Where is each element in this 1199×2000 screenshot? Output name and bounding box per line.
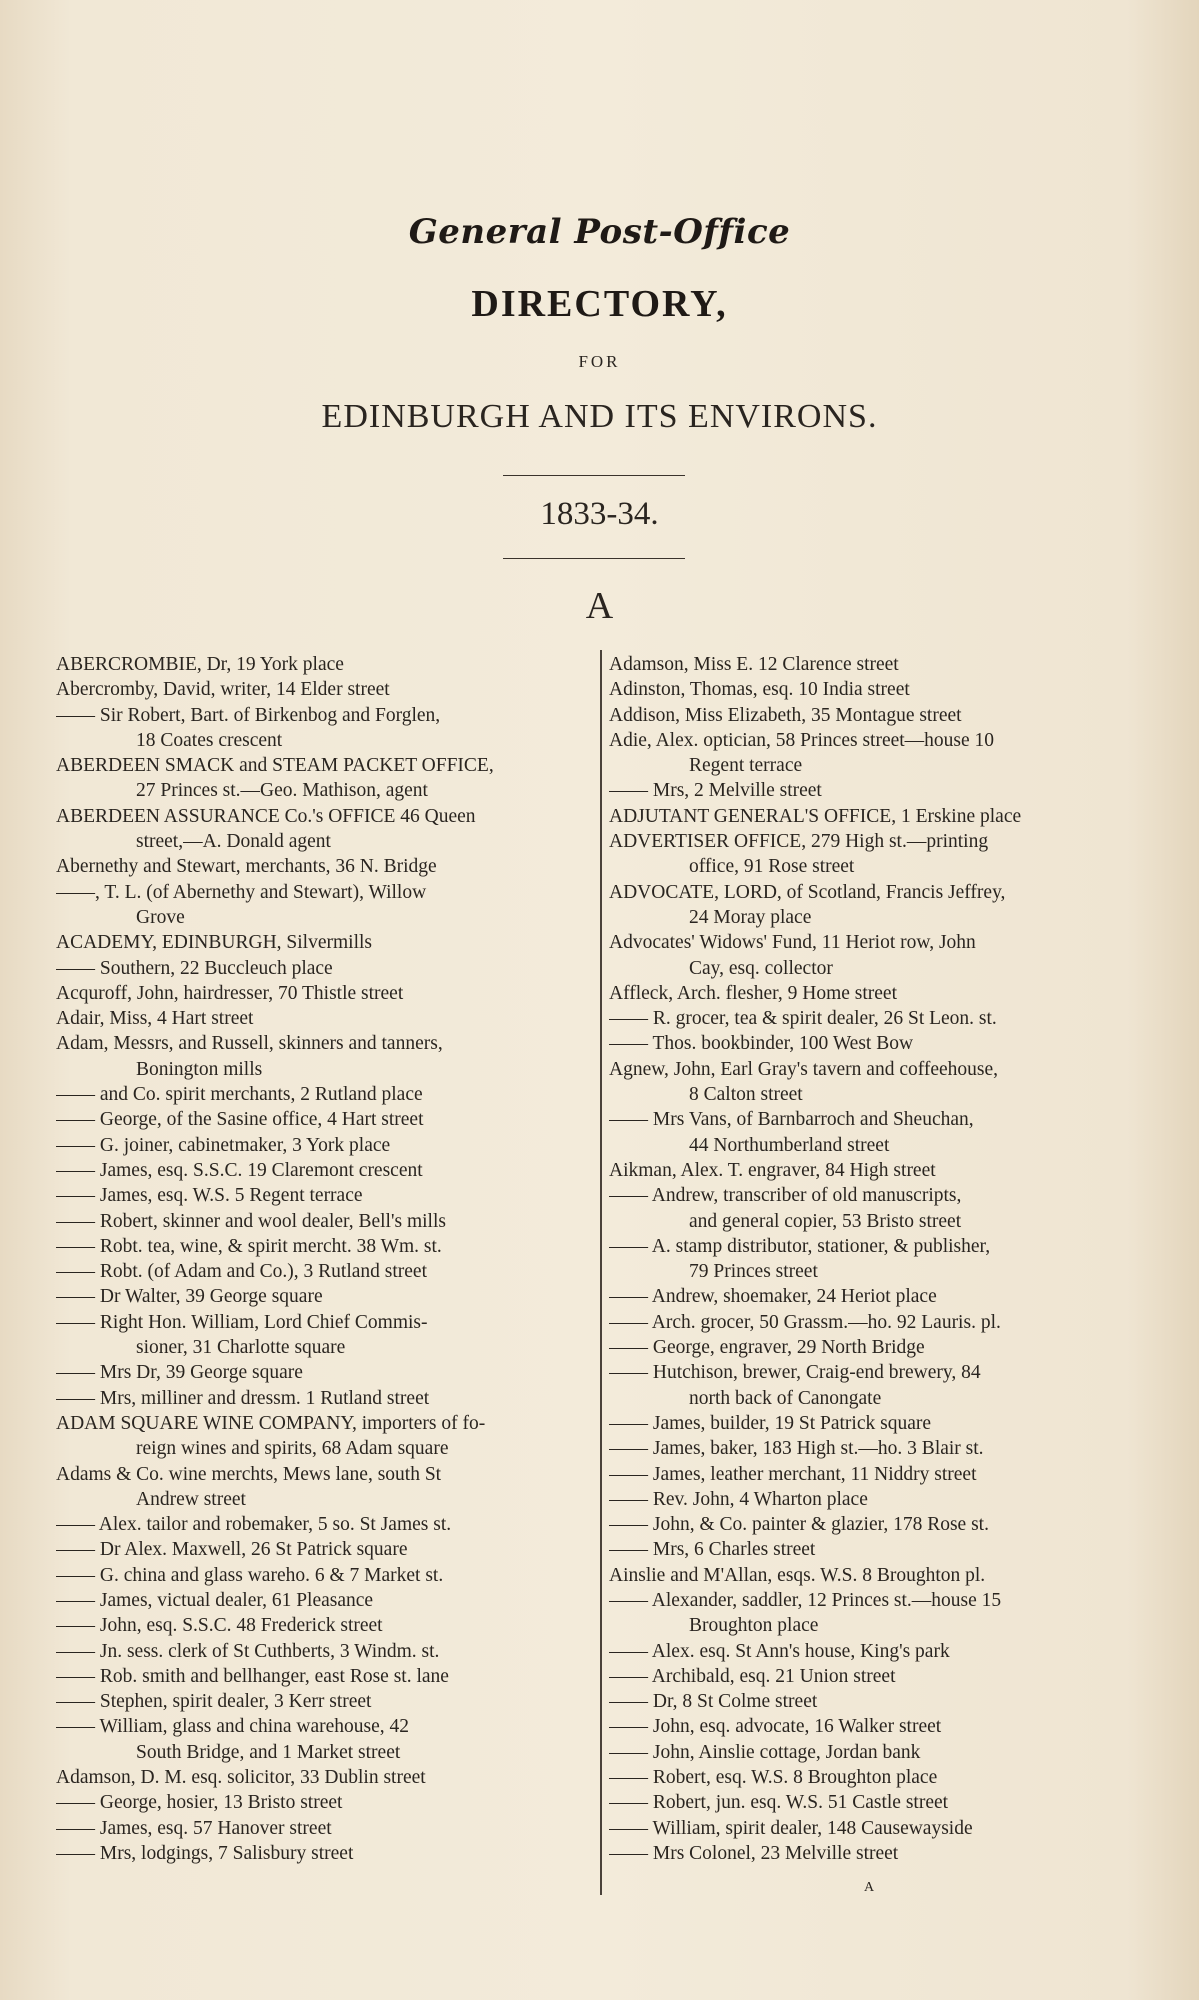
- directory-line: —— Thos. bookbinder, 100 West Bow: [609, 1033, 914, 1055]
- for-label: FOR: [578, 352, 621, 371]
- page-title: DIRECTORY,: [471, 283, 728, 325]
- directory-line: ——, T. L. (of Abernethy and Stewart), Willow: [56, 881, 427, 903]
- gothic-title: General Post-Office: [408, 212, 791, 252]
- directory-line: —— James, esq. 57 Hanover street: [56, 1817, 332, 1839]
- directory-line: 79 Princes street: [689, 1261, 818, 1283]
- directory-line: Acquroff, John, hairdresser, 70 Thistle street: [56, 982, 404, 1004]
- directory-line: Cay, esq. collector: [689, 957, 833, 979]
- directory-line: Regent terrace: [689, 755, 803, 777]
- directory-line: —— George, of the Sasine office, 4 Hart street: [56, 1109, 424, 1131]
- directory-line: —— Dr, 8 St Colme street: [609, 1691, 818, 1713]
- directory-line: Ainslie and M'Allan, esqs. W.S. 8 Broughton pl.: [609, 1564, 986, 1586]
- directory-line: 27 Princes st.—Geo. Mathison, agent: [136, 780, 428, 802]
- directory-line: —— Robert, esq. W.S. 8 Broughton place: [609, 1767, 938, 1789]
- directory-line: —— John, esq. S.S.C. 48 Frederick street: [56, 1615, 383, 1637]
- directory-line: —— Mrs Colonel, 23 Melville street: [609, 1842, 899, 1864]
- directory-line: —— Dr Walter, 39 George square: [56, 1286, 323, 1308]
- directory-line: —— A. stamp distributor, stationer, & publisher,: [609, 1235, 991, 1257]
- directory-line: —— Rob. smith and bellhanger, east Rose st. lane: [56, 1665, 449, 1687]
- directory-line: 24 Moray place: [689, 906, 812, 928]
- directory-line: —— Mrs, milliner and dressm. 1 Rutland street: [56, 1387, 430, 1409]
- directory-line: reign wines and spirits, 68 Adam square: [136, 1438, 449, 1460]
- directory-line: ADVOCATE, LORD, of Scotland, Francis Jeffrey,: [609, 881, 1006, 903]
- directory-line: —— James, esq. S.S.C. 19 Claremont crescent: [56, 1159, 423, 1181]
- directory-line: —— Alex. tailor and robemaker, 5 so. St James st.: [56, 1514, 452, 1536]
- directory-line: South Bridge, and 1 Market street: [136, 1741, 401, 1763]
- directory-line: —— James, baker, 183 High st.—ho. 3 Blair st.: [609, 1438, 984, 1460]
- directory-line: Adam, Messrs, and Russell, skinners and tanners,: [56, 1033, 443, 1055]
- directory-line: —— Alex. esq. St Ann's house, King's park: [609, 1640, 950, 1662]
- directory-line: —— R. grocer, tea & spirit dealer, 26 St Leon. st.: [609, 1008, 997, 1030]
- directory-line: Andrew street: [136, 1488, 246, 1510]
- directory-line: —— Hutchison, brewer, Craig-end brewery, 84: [609, 1362, 981, 1384]
- directory-line: —— Archibald, esq. 21 Union street: [609, 1665, 896, 1687]
- directory-line: 18 Coates crescent: [136, 729, 283, 751]
- directory-line: Abernethy and Stewart, merchants, 36 N. Bridge: [56, 856, 437, 878]
- directory-line: —— Dr Alex. Maxwell, 26 St Patrick square: [56, 1539, 408, 1561]
- directory-line: Aikman, Alex. T. engraver, 84 High street: [609, 1159, 936, 1181]
- directory-line: —— Southern, 22 Buccleuch place: [56, 957, 333, 979]
- directory-line: Grove: [136, 906, 185, 928]
- subtitle: EDINBURGH AND ITS ENVIRONS.: [321, 398, 878, 435]
- directory-line: and general copier, 53 Bristo street: [689, 1210, 962, 1232]
- divider-top: [503, 475, 685, 476]
- directory-line: ACADEMY, EDINBURGH, Silvermills: [56, 932, 372, 954]
- directory-line: Adamson, D. M. esq. solicitor, 33 Dublin street: [56, 1767, 426, 1789]
- directory-line: ADJUTANT GENERAL'S OFFICE, 1 Erskine place: [609, 805, 1022, 827]
- directory-line: —— Robt. tea, wine, & spirit mercht. 38 Wm. st.: [56, 1235, 442, 1257]
- directory-line: —— and Co. spirit merchants, 2 Rutland place: [56, 1084, 423, 1106]
- directory-line: ADVERTISER OFFICE, 279 High st.—printing: [609, 831, 989, 853]
- divider-bottom: [503, 558, 685, 559]
- directory-line: —— Mrs Dr, 39 George square: [56, 1362, 303, 1384]
- directory-line: —— Robert, skinner and wool dealer, Bell's mills: [56, 1210, 446, 1232]
- directory-line: street,—A. Donald agent: [136, 831, 331, 853]
- left-column: [56, 652, 592, 1866]
- directory-line: —— Stephen, spirit dealer, 3 Kerr street: [56, 1691, 372, 1713]
- directory-line: office, 91 Rose street: [689, 856, 855, 878]
- directory-line: ADAM SQUARE WINE COMPANY, importers of fo-: [56, 1412, 486, 1434]
- directory-line: —— Mrs, 2 Melville street: [609, 780, 822, 802]
- directory-line: 8 Calton street: [689, 1084, 803, 1106]
- directory-line: Adair, Miss, 4 Hart street: [56, 1008, 254, 1030]
- directory-line: —— James, builder, 19 St Patrick square: [609, 1412, 931, 1434]
- directory-line: Adamson, Miss E. 12 Clarence street: [609, 654, 899, 675]
- directory-line: —— G. china and glass wareho. 6 & 7 Market st.: [56, 1564, 444, 1586]
- bleed-through-text: [560, 60, 1120, 90]
- directory-line: 44 Northumberland street: [689, 1134, 890, 1156]
- directory-line: —— George, engraver, 29 North Bridge: [609, 1337, 925, 1359]
- directory-line: —— Rev. John, 4 Wharton place: [609, 1488, 868, 1510]
- directory-line: Adie, Alex. optician, 58 Princes street—house 10: [609, 729, 995, 751]
- directory-line: Abercromby, David, writer, 14 Elder street: [56, 679, 390, 701]
- directory-line: —— James, victual dealer, 61 Pleasance: [56, 1589, 374, 1611]
- year-label: 1833-34.: [540, 496, 659, 532]
- directory-line: Bonington mills: [136, 1058, 263, 1080]
- directory-line: Affleck, Arch. flesher, 9 Home street: [609, 982, 898, 1004]
- directory-line: —— Mrs Vans, of Barnbarroch and Sheuchan,: [609, 1109, 974, 1131]
- directory-line: Agnew, John, Earl Gray's tavern and coffeehouse,: [609, 1058, 999, 1080]
- directory-line: —— G. joiner, cabinetmaker, 3 York place: [56, 1134, 391, 1156]
- directory-line: —— Right Hon. William, Lord Chief Commis-: [56, 1311, 428, 1333]
- directory-line: —— John, Ainslie cottage, Jordan bank: [609, 1741, 921, 1763]
- column-divider: [600, 650, 602, 1895]
- right-column: [609, 652, 1145, 1866]
- section-letter: A: [585, 585, 614, 627]
- directory-line: —— James, esq. W.S. 5 Regent terrace: [56, 1185, 363, 1207]
- directory-line: —— Andrew, shoemaker, 24 Heriot place: [609, 1286, 937, 1308]
- directory-line: —— Arch. grocer, 50 Grassm.—ho. 92 Lauris. pl.: [609, 1311, 1001, 1333]
- directory-line: north back of Canongate: [689, 1387, 882, 1409]
- signature-mark: A: [864, 1880, 875, 1895]
- directory-line: Adinston, Thomas, esq. 10 India street: [609, 679, 910, 701]
- directory-line: —— Jn. sess. clerk of St Cuthberts, 3 Windm. st.: [56, 1640, 440, 1662]
- directory-line: —— Robert, jun. esq. W.S. 51 Castle street: [609, 1792, 949, 1814]
- directory-line: —— James, leather merchant, 11 Niddry street: [609, 1463, 977, 1485]
- directory-line: sioner, 31 Charlotte square: [136, 1337, 346, 1359]
- directory-line: Advocates' Widows' Fund, 11 Heriot row, John: [609, 932, 976, 954]
- directory-line: —— Alexander, saddler, 12 Princes st.—house 15: [609, 1589, 1002, 1611]
- directory-line: —— Sir Robert, Bart. of Birkenbog and Forglen,: [56, 704, 441, 726]
- directory-line: —— Mrs, lodgings, 7 Salisbury street: [56, 1842, 354, 1864]
- directory-line: —— George, hosier, 13 Bristo street: [56, 1792, 343, 1814]
- directory-line: —— Robt. (of Adam and Co.), 3 Rutland street: [56, 1261, 427, 1283]
- directory-line: —— Andrew, transcriber of old manuscripts,: [609, 1185, 962, 1207]
- directory-line: Addison, Miss Elizabeth, 35 Montague street: [609, 704, 962, 726]
- directory-line: —— William, spirit dealer, 148 Causewayside: [609, 1817, 973, 1839]
- directory-line: Broughton place: [689, 1615, 819, 1637]
- directory-line: —— John, & Co. painter & glazier, 178 Rose st.: [609, 1514, 989, 1536]
- directory-line: ABERDEEN SMACK and STEAM PACKET OFFICE,: [56, 755, 494, 777]
- directory-line: ABERCROMBIE, Dr, 19 York place: [56, 654, 344, 675]
- directory-line: ABERDEEN ASSURANCE Co.'s OFFICE 46 Queen: [56, 805, 476, 827]
- directory-line: —— John, esq. advocate, 16 Walker street: [609, 1716, 942, 1738]
- directory-line: Adams & Co. wine merchts, Mews lane, south St: [56, 1463, 442, 1485]
- directory-line: —— Mrs, 6 Charles street: [609, 1539, 816, 1561]
- directory-line: —— William, glass and china warehouse, 42: [56, 1716, 410, 1738]
